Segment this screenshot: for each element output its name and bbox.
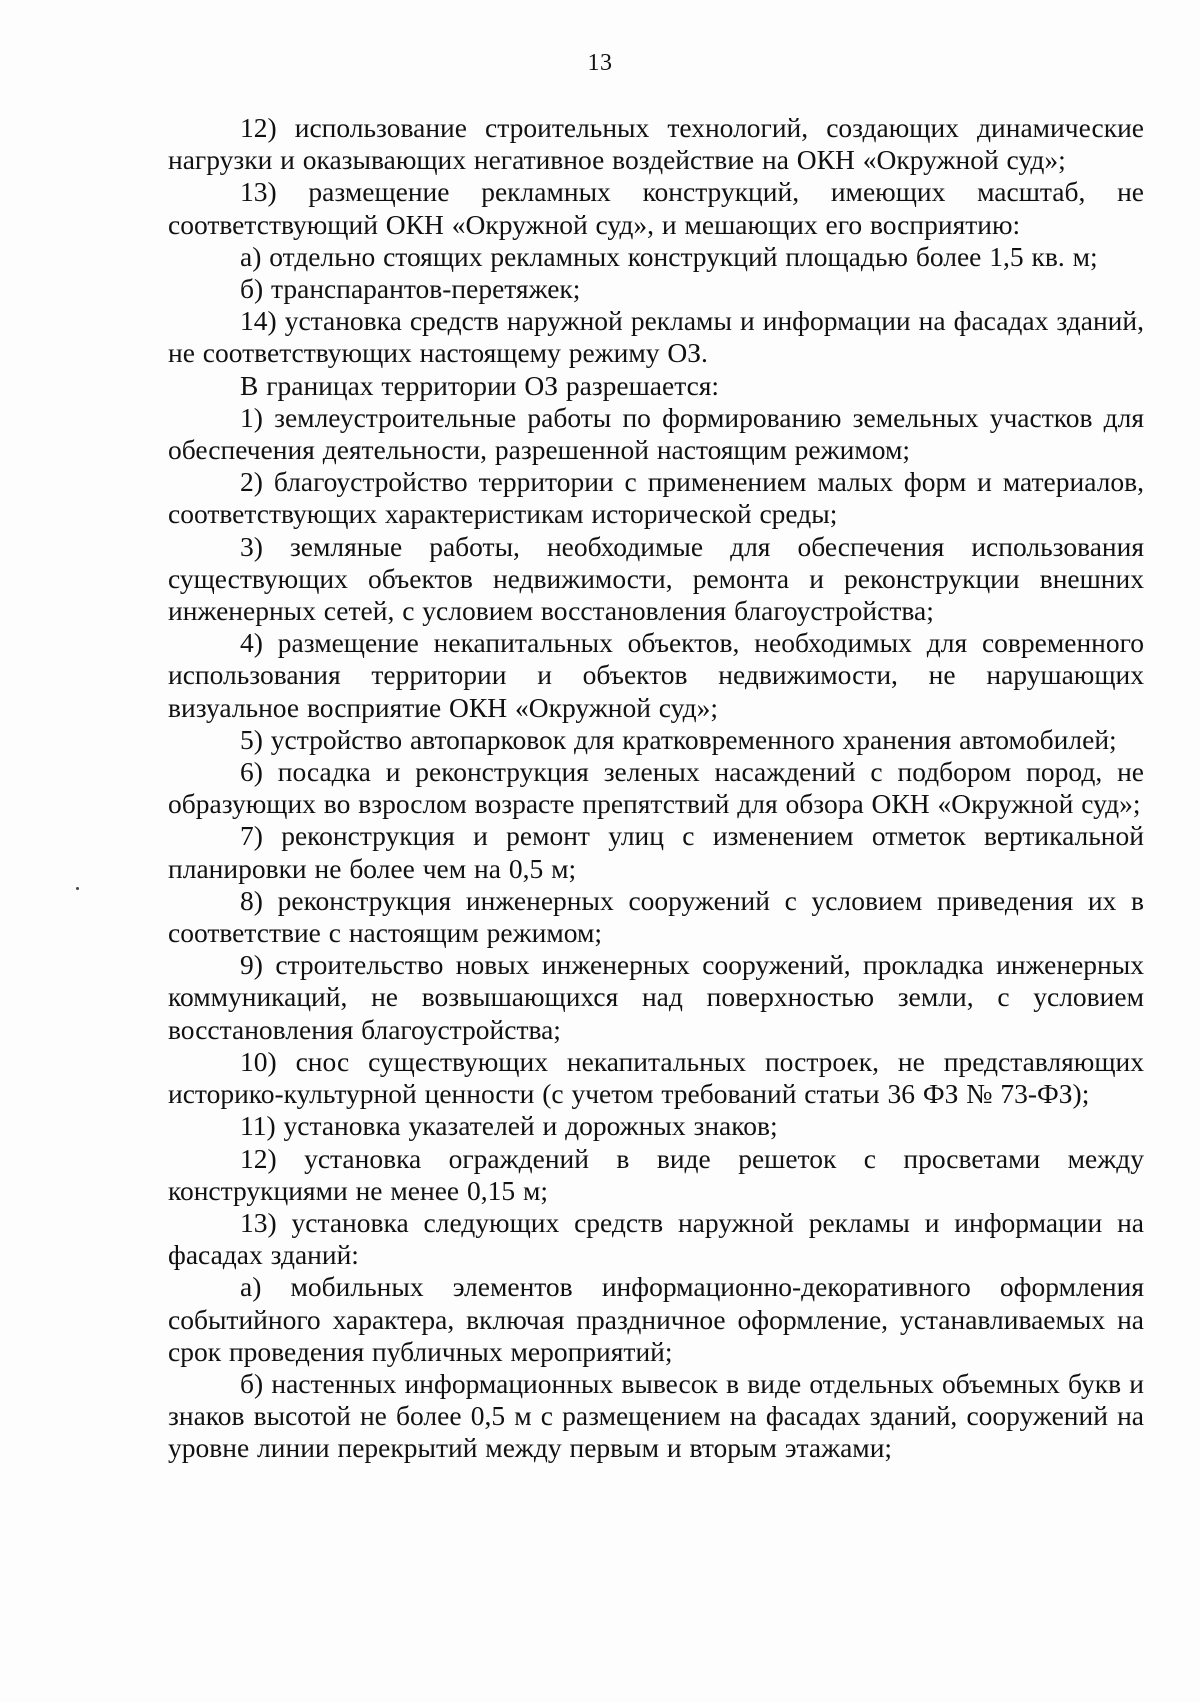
paragraph-allowed-13: 13) установка следующих средств наружной рекламы и информации на фасадах зданий: — [168, 1206, 1144, 1271]
paragraph-allowed-6: 6) посадка и реконструкция зеленых насаждений с подбором пород, не образующих во взрослом возрасте препятствий для обзора ОКН «Окружной суд»; — [168, 756, 1144, 820]
paragraph-allowed-10: 10) снос существующих некапитальных построек, не представляющих историко-культурной ценности (с учетом требований статьи 36 ФЗ № 73-ФЗ); — [168, 1045, 1144, 1110]
paragraph-allowed-heading: В границах территории ОЗ разрешается: — [240, 369, 720, 401]
paragraph-allowed-5: 5) устройство автопарковок для кратковременного хранения автомобилей; — [240, 723, 1117, 755]
paragraph-item-13-prohibited: 13) размещение рекламных конструкций, имеющих масштаб, не соответствующий ОКН «Окружной суд», и мешающих его восприятию: — [168, 176, 1144, 240]
paragraph-item-12-prohibited: 12) использование строительных технологий, создающих динамические нагрузки и оказывающих негативное воздействие на ОКН «Окружной суд»; — [168, 112, 1144, 176]
paragraph-allowed-11: 11) установка указателей и дорожных знаков; — [240, 1110, 778, 1142]
paragraph-allowed-3: 3) земляные работы, необходимые для обеспечения использования существующих объектов недвижимости, ремонта и реконструкции внешних инженерных сетей, с условием восстановления благоустройства; — [168, 530, 1144, 627]
paragraph-allowed-9: 9) строительство новых инженерных сооружений, прокладка инженерных коммуникаций, не возвышающихся над поверхностью земли, с условием восстановления благоустройства; — [168, 949, 1144, 1045]
scan-speck — [76, 887, 79, 890]
page-number: 13 — [587, 50, 613, 76]
paragraph-allowed-4: 4) размещение некапитальных объектов, необходимых для современного использования территории и объектов недвижимости, не нарушающих визуальное восприятие ОКН «Окружной суд»; — [168, 627, 1144, 723]
paragraph-subitem-a: а) отдельно стоящих рекламных конструкций площадью более 1,5 кв. м; — [240, 240, 1098, 272]
paragraph-subitem-b: б) транспарантов-перетяжек; — [240, 273, 581, 305]
paragraph-allowed-13-a: а) мобильных элементов информационно-декоративного оформления событийного характера, включая праздничное оформление, устанавливаемых на срок проведения публичных мероприятий; — [168, 1271, 1144, 1367]
paragraph-allowed-12: 12) установка ограждений в виде решеток с просветами между конструкциями не менее 0,15 м; — [168, 1142, 1144, 1206]
paragraph-allowed-2: 2) благоустройство территории с применением малых форм и материалов, соответствующих характеристикам исторической среды; — [168, 466, 1144, 530]
document-body — [168, 112, 1144, 1465]
paragraph-item-14-prohibited: 14) установка средств наружной рекламы и информации на фасадах зданий, не соответствующих настоящему режиму ОЗ. — [168, 305, 1144, 369]
paragraph-allowed-8: 8) реконструкция инженерных сооружений с условием приведения их в соответствие с настоящим режимом; — [168, 884, 1144, 949]
paragraph-allowed-1: 1) землеустроительные работы по формированию земельных участков для обеспечения деятельности, разрешенной настоящим режимом; — [168, 401, 1144, 466]
paragraph-allowed-7: 7) реконструкция и ремонт улиц с изменением отметок вертикальной планировки не более чем на 0,5 м; — [168, 820, 1144, 884]
paragraph-allowed-13-b: б) настенных информационных вывесок в виде отдельных объемных букв и знаков высотой не более 0,5 м с размещением на фасадах зданий, сооружений на уровне линии перекрытий между первым и вторым этажами; — [168, 1367, 1144, 1464]
